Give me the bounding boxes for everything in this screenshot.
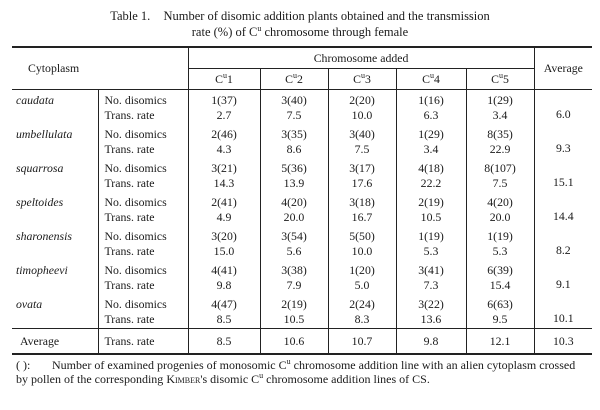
trans-rate-cell: 7.9	[260, 278, 328, 294]
disomics-cell: 8(107)	[466, 158, 534, 176]
disomics-cell: 3(40)	[328, 124, 396, 142]
trans-rate-cell: 7.5	[328, 142, 396, 158]
disomics-cell: 3(35)	[260, 124, 328, 142]
trans-rate-cell: 15.4	[466, 278, 534, 294]
header-col-cu4: $C^u4$	[396, 69, 466, 90]
disomics-cell: 1(19)	[396, 226, 466, 244]
header-col-cu3: $C^u3$	[328, 69, 396, 90]
trans-rate-cell: 20.0	[260, 210, 328, 226]
table-row	[12, 260, 592, 278]
caption-line1: Number of disomic addition plants obtained and the transmission	[163, 9, 490, 23]
header-average: Average	[534, 47, 592, 90]
disomics-cell: 2(19)	[260, 294, 328, 312]
disomics-cell: 3(22)	[396, 294, 466, 312]
trans-rate-cell: 10.0	[328, 108, 396, 124]
footnote-text-pre: Number of examined progenies of monosomic C	[52, 358, 287, 372]
trans-rate-cell: 10.5	[260, 312, 328, 329]
disomics-cell: 2(41)	[188, 192, 260, 210]
disomics-cell: 2(46)	[188, 124, 260, 142]
row-average: 14.4	[552, 209, 574, 223]
cytoplasm-name: sharonensis	[12, 226, 98, 260]
row-average: 15.1	[552, 175, 574, 189]
disomics-cell: 6(63)	[466, 294, 534, 312]
disomics-cell: 3(41)	[396, 260, 466, 278]
trans-rate-cell: 9.5	[466, 312, 534, 329]
cytoplasm-name: speltoides	[12, 192, 98, 226]
disomics-cell: 3(21)	[188, 158, 260, 176]
trans-rate-cell: 22.2	[396, 176, 466, 192]
disomics-cell: 3(38)	[260, 260, 328, 278]
row-label-disomics: No. disomics	[98, 260, 188, 278]
disomics-cell: 4(20)	[260, 192, 328, 210]
footnote-sup2: u	[259, 371, 264, 380]
header-col-cu5: $C^u5$	[466, 69, 534, 90]
row-average: 9.3	[555, 141, 571, 155]
footnote-text-mid: chromosome addition line with an alien cytoplasm crossed by pollen of the corresponding	[16, 358, 576, 386]
trans-rate-cell: 4.9	[188, 210, 260, 226]
trans-rate-cell: 5.0	[328, 278, 396, 294]
trans-rate-cell: 14.3	[188, 176, 260, 192]
row-label-trans: Trans. rate	[98, 244, 188, 260]
trans-rate-cell: 8.3	[328, 312, 396, 329]
data-table	[12, 46, 592, 355]
disomics-cell: 2(20)	[328, 90, 396, 109]
row-label-trans: Trans. rate	[98, 142, 188, 158]
disomics-cell: 4(41)	[188, 260, 260, 278]
row-label-trans: Trans. rate	[98, 210, 188, 226]
table-row	[12, 226, 592, 244]
cytoplasm-name: caudata	[12, 90, 98, 125]
trans-rate-cell: 20.0	[466, 210, 534, 226]
trans-rate-cell: 10.0	[328, 244, 396, 260]
disomics-cell: 2(19)	[396, 192, 466, 210]
row-label-trans: Trans. rate	[98, 312, 188, 329]
trans-rate-cell: 7.5	[260, 108, 328, 124]
row-average: 6.0	[555, 107, 571, 121]
disomics-cell: 1(29)	[396, 124, 466, 142]
trans-rate-cell: 8.5	[188, 312, 260, 329]
average-cu3: 10.7	[328, 329, 396, 355]
average-overall: 10.3	[552, 333, 574, 348]
header-col-cu1: $C^u1$	[188, 69, 260, 90]
table-caption	[0, 8, 600, 40]
average-cu4: 9.8	[396, 329, 466, 355]
disomics-cell: 2(24)	[328, 294, 396, 312]
caption-line2-sup: u	[257, 23, 262, 33]
header-row-top	[12, 47, 592, 69]
average-row	[12, 329, 592, 355]
header-chromosome-added: Chromosome added	[188, 47, 534, 69]
trans-rate-cell: 10.5	[396, 210, 466, 226]
cytoplasm-name: ovata	[12, 294, 98, 329]
trans-rate-cell: 9.8	[188, 278, 260, 294]
trans-rate-cell: 22.9	[466, 142, 534, 158]
footnote-text-mid2: 's disomic C	[200, 372, 260, 386]
average-row-sub: Trans. rate	[98, 329, 188, 355]
table-row	[12, 278, 592, 294]
disomics-cell: 1(20)	[328, 260, 396, 278]
disomics-cell: 1(37)	[188, 90, 260, 109]
caption-line2-pre: rate (%) of C	[191, 25, 258, 39]
disomics-cell: 3(20)	[188, 226, 260, 244]
table-row	[12, 108, 592, 124]
table-body	[12, 90, 592, 329]
row-label-trans: Trans. rate	[98, 176, 188, 192]
trans-rate-cell: 8.6	[260, 142, 328, 158]
row-label-trans: Trans. rate	[98, 278, 188, 294]
caption-label: Table 1.	[110, 9, 151, 23]
disomics-cell: 8(35)	[466, 124, 534, 142]
cytoplasm-name: squarrosa	[12, 158, 98, 192]
average-row-label: Average	[12, 329, 98, 355]
trans-rate-cell: 5.6	[260, 244, 328, 260]
row-label-disomics: No. disomics	[98, 294, 188, 312]
footnote	[16, 358, 588, 386]
row-label-disomics: No. disomics	[98, 124, 188, 142]
disomics-cell: 4(47)	[188, 294, 260, 312]
footnote-sup1: u	[286, 357, 291, 366]
row-label-trans: Trans. rate	[98, 108, 188, 124]
row-label-disomics: No. disomics	[98, 158, 188, 176]
table-row	[12, 210, 592, 226]
footnote-text-post: chromosome addition lines of CS.	[263, 372, 430, 386]
trans-rate-cell: 17.6	[328, 176, 396, 192]
footnote-paren: ( ):	[16, 358, 31, 372]
trans-rate-cell: 5.3	[466, 244, 534, 260]
trans-rate-cell: 13.6	[396, 312, 466, 329]
table-row	[12, 90, 592, 109]
disomics-cell: 1(16)	[396, 90, 466, 109]
table-row	[12, 312, 592, 329]
table-row	[12, 294, 592, 312]
trans-rate-cell: 15.0	[188, 244, 260, 260]
trans-rate-cell: 3.4	[466, 108, 534, 124]
trans-rate-cell: 16.7	[328, 210, 396, 226]
disomics-cell: 4(20)	[466, 192, 534, 210]
header-col-cu2: $C^u2$	[260, 69, 328, 90]
row-average: 10.1	[552, 311, 574, 325]
table-row	[12, 176, 592, 192]
row-label-disomics: No. disomics	[98, 90, 188, 109]
average-cu2: 10.6	[260, 329, 328, 355]
disomics-cell: 1(19)	[466, 226, 534, 244]
average-cu5: 12.1	[466, 329, 534, 355]
row-average: 8.2	[555, 243, 571, 257]
trans-rate-cell: 6.3	[396, 108, 466, 124]
disomics-cell: 3(40)	[260, 90, 328, 109]
disomics-cell: 4(18)	[396, 158, 466, 176]
table-row	[12, 192, 592, 210]
table-row	[12, 124, 592, 142]
footnote-kimber: Kimber	[166, 372, 201, 386]
caption-line2-post: chromosome through female	[261, 25, 409, 39]
trans-rate-cell: 13.9	[260, 176, 328, 192]
trans-rate-cell: 3.4	[396, 142, 466, 158]
table-row	[12, 142, 592, 158]
row-label-disomics: No. disomics	[98, 192, 188, 210]
disomics-cell: 3(54)	[260, 226, 328, 244]
disomics-cell: 5(50)	[328, 226, 396, 244]
cytoplasm-name: timopheevi	[12, 260, 98, 294]
table-row	[12, 244, 592, 260]
disomics-cell: 5(36)	[260, 158, 328, 176]
trans-rate-cell: 2.7	[188, 108, 260, 124]
disomics-cell: 6(39)	[466, 260, 534, 278]
row-label-disomics: No. disomics	[98, 226, 188, 244]
header-cytoplasm: Cytoplasm	[12, 47, 188, 90]
cytoplasm-name: umbellulata	[12, 124, 98, 158]
trans-rate-cell: 5.3	[396, 244, 466, 260]
trans-rate-cell: 7.3	[396, 278, 466, 294]
disomics-cell: 3(17)	[328, 158, 396, 176]
row-average: 9.1	[555, 277, 571, 291]
disomics-cell: 1(29)	[466, 90, 534, 109]
table-row	[12, 158, 592, 176]
disomics-cell: 3(18)	[328, 192, 396, 210]
average-cu1: 8.5	[188, 329, 260, 355]
trans-rate-cell: 4.3	[188, 142, 260, 158]
trans-rate-cell: 7.5	[466, 176, 534, 192]
